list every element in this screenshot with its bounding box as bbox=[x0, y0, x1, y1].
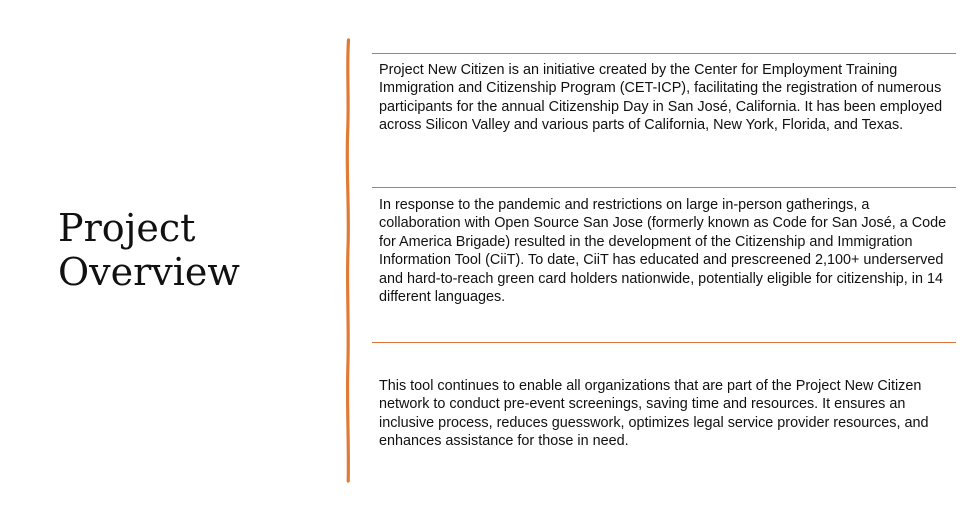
slide-title bbox=[58, 206, 328, 294]
section-rule-middle bbox=[372, 187, 956, 188]
section-rule-bottom bbox=[372, 342, 956, 343]
paragraph-intro: Project New Citizen is an initiative created by the Center for Employment Training Immigration and Citizenship Program (CET-ICP), facilitating the registration of numerous participants for the annual Citizenship Day in San José, California. It has been employed across Silicon Valley and various parts of California, New York, Florida, and Texas. bbox=[379, 62, 943, 134]
section-rule-top bbox=[372, 53, 956, 54]
slide-title-line-2: Overview bbox=[58, 250, 240, 294]
slide-title-line-1: Project bbox=[58, 206, 196, 250]
paragraph-collaboration: In response to the pandemic and restrictions on large in-person gatherings, a collaboration with Open Source San Jose (formerly known as Code for San José, a Code for America Brigade) resulted in the development of the Citizenship and Immigration Information Tool (CiiT). To date, CiiT has educated and prescreened 2,100+ underserved and hard-to-reach green card holders nationwide, potentially eligible for citizenship, in 14 different languages. bbox=[379, 197, 947, 306]
vertical-divider bbox=[338, 38, 358, 484]
paragraph-impact: This tool continues to enable all organizations that are part of the Project New Citizen network to conduct pre-event screenings, saving time and resources. It ensures an inclusive process, reduces guesswork, optimizes legal service provider resources, and enhances assistance for those in need. bbox=[379, 378, 929, 450]
